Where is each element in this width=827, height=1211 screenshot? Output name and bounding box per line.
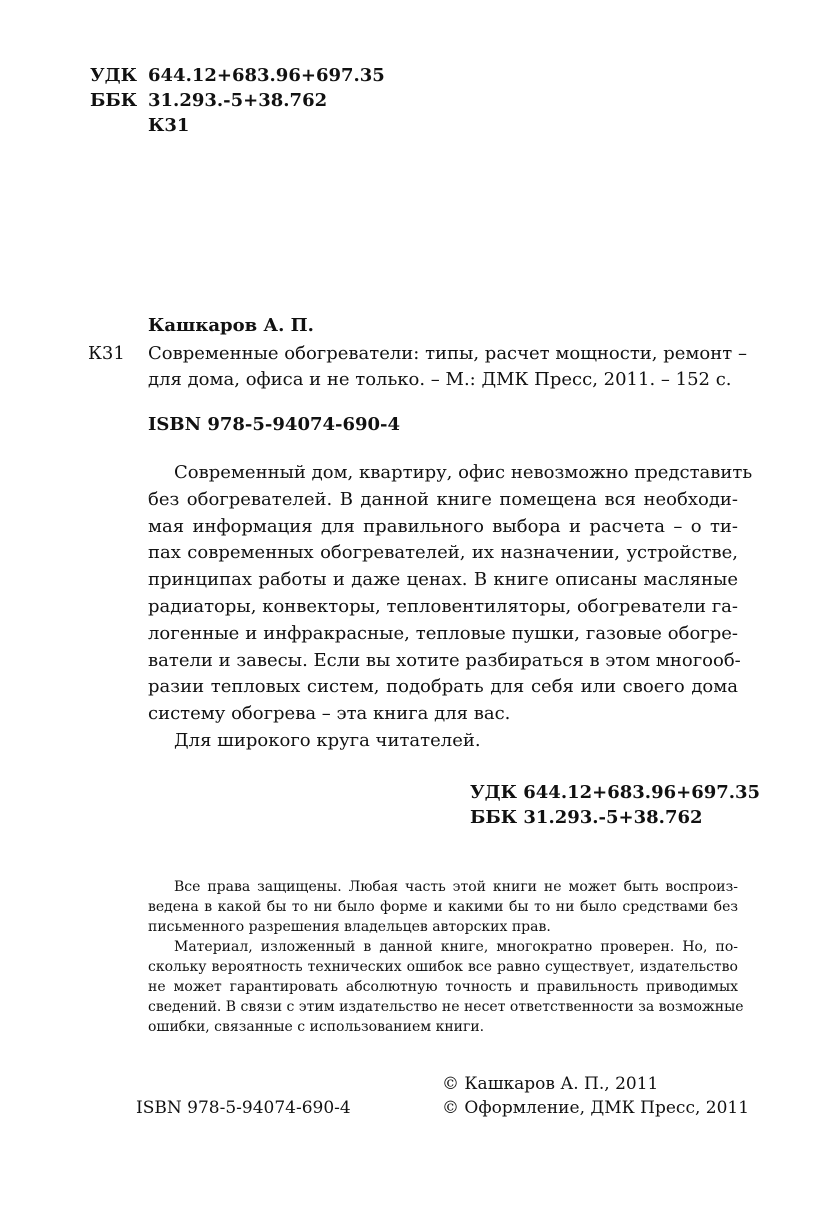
- rights-line: скольку вероятность технических ошибок все равно существует, издательство: [148, 959, 738, 975]
- rights-line: Материал, изложенный в данной книге, многократно проверен. Но, по-: [174, 939, 738, 955]
- author-mark: К31: [148, 115, 190, 136]
- author-name: Кашкаров А. П.: [148, 315, 314, 336]
- isbn-footer: ISBN 978-5-94074-690-4: [136, 1098, 351, 1118]
- annotation-line: мая информация для правильного выбора и расчета – о ти-: [148, 515, 738, 537]
- biblio-line: для дома, офиса и не только. – М.: ДМК Пресс, 2011. – 152 с.: [148, 369, 732, 390]
- rights-notice: [148, 877, 744, 1037]
- bbk-right: ББК 31.293.-5+38.762: [470, 807, 703, 828]
- annotation: [148, 460, 753, 755]
- bbk-value: 31.293.-5+38.762: [148, 90, 328, 111]
- annotation-line: разии тепловых систем, подобрать для себя или своего дома: [148, 676, 738, 698]
- isbn-heading: ISBN 978-5-94074-690-4: [148, 414, 401, 435]
- copyright-author: © Кашкаров А. П., 2011: [442, 1074, 659, 1094]
- annotation-line: Современный дом, квартиру, офис невозможно представить: [174, 462, 753, 483]
- bbk-label: ББК: [90, 90, 138, 111]
- annotation-line: принципах работы и даже ценах. В книге описаны масляные: [148, 569, 738, 591]
- annotation-line: Для широкого круга читателей.: [174, 729, 481, 751]
- annotation-line: без обогревателей. В данной книге помещена вся необходи-: [148, 488, 738, 510]
- bbk-line: [90, 89, 327, 113]
- bibliographic-entry: [148, 341, 747, 393]
- annotation-line: радиаторы, конвекторы, тепловентиляторы, обогреватели га-: [148, 595, 738, 617]
- rights-line: не может гарантировать абсолютную точность и правильность приводимых: [148, 979, 738, 995]
- rights-line: Все права защищены. Любая часть этой книги не может быть воспроиз-: [174, 879, 738, 895]
- annotation-line: ватели и завесы. Если вы хотите разбираться в этом многооб-: [148, 649, 741, 671]
- udk-label: УДК: [90, 65, 137, 86]
- annotation-line: пах современных обогревателей, их назначении, устройстве,: [148, 542, 738, 564]
- rights-line: ведена в какой бы то ни было форме и какими бы то ни было средствами без: [148, 899, 738, 915]
- rights-line: ошибки, связанные с использованием книги.: [148, 1019, 485, 1035]
- udk-right: УДК 644.12+683.96+697.35: [470, 782, 761, 803]
- annotation-line: логенные и инфракрасные, тепловые пушки, газовые обогре-: [148, 622, 738, 644]
- udk-line: [90, 64, 385, 88]
- rights-line: сведений. В связи с этим издательство не несет ответственности за возможные: [148, 999, 744, 1015]
- copyright-design: © Оформление, ДМК Пресс, 2011: [442, 1098, 750, 1118]
- annotation-line: систему обогрева – эта книга для вас.: [148, 703, 511, 725]
- biblio-code: К31: [88, 343, 125, 364]
- udk-value: 644.12+683.96+697.35: [148, 65, 385, 86]
- rights-line: письменного разрешения владельцев авторских прав.: [148, 919, 551, 935]
- biblio-line: Современные обогреватели: типы, расчет мощности, ремонт –: [148, 343, 747, 364]
